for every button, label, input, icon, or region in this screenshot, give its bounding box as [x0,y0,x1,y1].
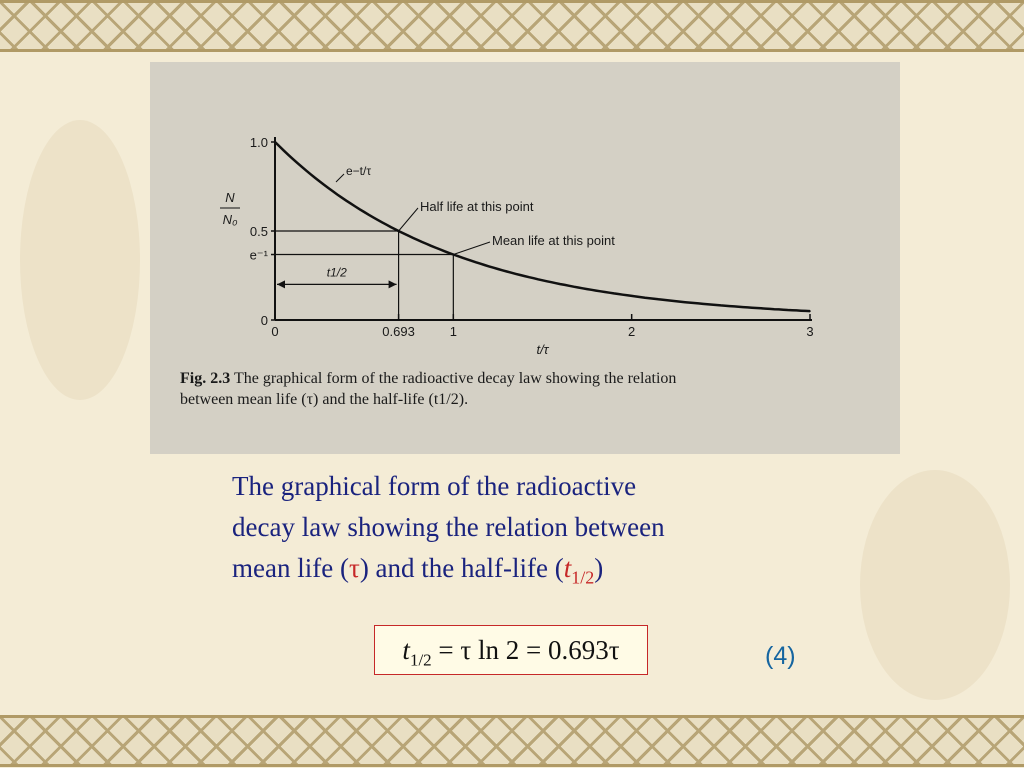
caption-tau: τ [348,553,360,583]
caption-t: t [563,553,572,583]
top-decorative-border [0,0,1024,52]
data-point-8 [809,310,811,312]
y-label-denominator: N₀ [222,212,238,227]
half-life-pointer [399,208,418,231]
x-tick-label-1: 0.693 [382,324,415,339]
background-brush-decoration [860,470,1010,700]
y-tick-label-0: 0 [260,313,268,328]
equation-number: (4) [765,642,796,670]
data-point-5 [542,280,544,282]
mean-life-pointer [453,242,490,255]
y-tick-label-1: e⁻¹ [249,247,268,263]
half-life-annotation: Half life at this point [420,199,534,214]
mean-life-annotation: Mean life at this point [492,233,615,248]
t-half-arrow-right [389,280,397,288]
figure-label: Fig. 2.3 [180,370,231,387]
t-half-label: t1/2 [326,265,347,280]
x-tick-label-0: 0 [271,324,279,339]
y-tick-label-2: 0.5 [249,224,268,239]
figure-caption [180,368,870,410]
formula-lhs-subscript: 1/2 [409,650,432,670]
background-brush-decoration-left [20,120,140,400]
caption-line-2: decay law showing the relation between [232,512,665,542]
data-point-1 [319,181,321,183]
caption-line-1: The graphical form of the radioactive [232,471,637,501]
x-tick-label-4: 3 [806,324,814,339]
data-point-7 [720,305,722,307]
curve-label: e−t/τ [346,164,372,178]
data-point-6 [631,295,633,297]
y-tick-label-3: 1.0 [249,135,268,150]
x-label: t/τ [536,342,549,357]
figure-scan [150,62,900,454]
formula-rhs: = τ ln 2 = 0.693τ [431,635,620,665]
formula-lhs: t [402,635,410,665]
caption-line-3a: mean life ( [232,553,349,583]
curve-label-pointer [336,174,344,182]
y-label-numerator: N [225,190,235,205]
slide-caption [232,466,792,598]
x-tick-label-2: 1 [449,324,457,339]
figure-caption-text: The graphical form of the radioactive decay law showing the relation [233,370,677,387]
caption-line-3b: ) and the half-life ( [359,553,564,583]
figure-caption-line2: between mean life (τ) and the half-life (t1/2). [180,391,469,408]
x-tick-label-3: 2 [628,324,636,339]
t-half-arrow-left [277,280,285,288]
caption-t-subscript: 1/2 [571,567,595,588]
data-point-2 [363,211,365,213]
bottom-decorative-border [0,715,1024,767]
caption-line-3c: ) [594,553,604,583]
formula-box [374,625,648,675]
